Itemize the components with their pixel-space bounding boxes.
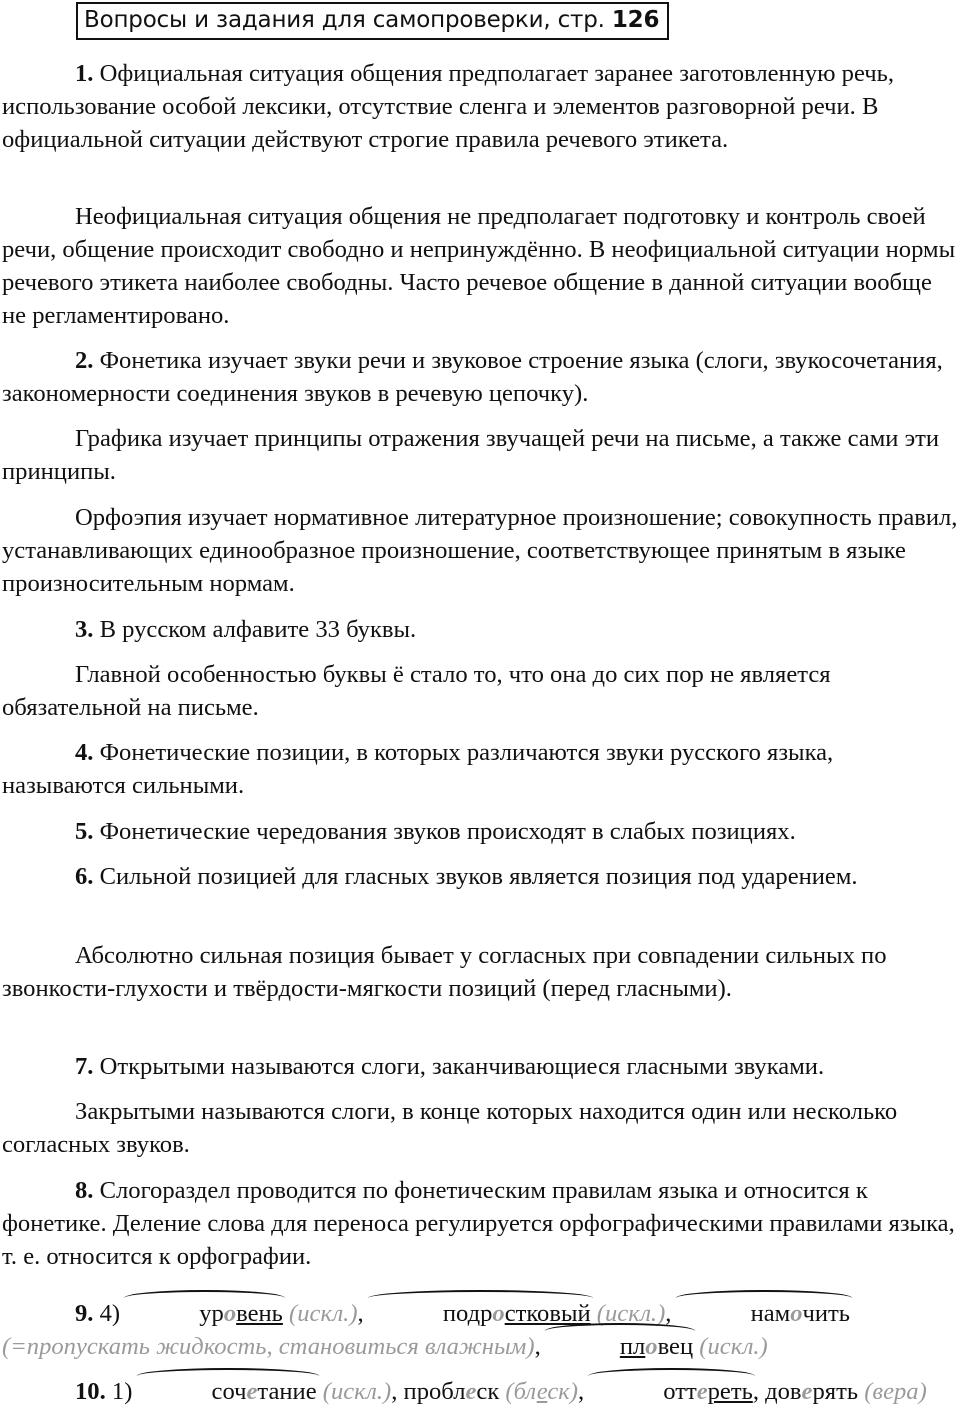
- word-otteret: [590, 1375, 753, 1408]
- word-part: нам: [750, 1300, 791, 1327]
- option-lead: 1): [105, 1378, 139, 1405]
- word-part: пл: [619, 1333, 646, 1360]
- question-number: 3.: [75, 616, 94, 643]
- question-number: 6.: [75, 863, 94, 890]
- word-uroven: [126, 1297, 283, 1330]
- word-part: пробл: [403, 1378, 466, 1405]
- paragraph-5: [2, 501, 960, 600]
- word-part: реть: [707, 1378, 753, 1405]
- paragraph-6: [2, 613, 960, 646]
- task-10: [2, 1375, 960, 1408]
- word-part: чить: [802, 1300, 851, 1327]
- note-part: (бл: [499, 1378, 537, 1405]
- question-number: 8.: [75, 1177, 94, 1204]
- question-number: 7.: [75, 1053, 94, 1080]
- note: (=пропускать жидкость, становиться влажным): [2, 1333, 535, 1360]
- word-part: тание: [257, 1378, 317, 1405]
- paragraph-text: Официальная ситуация общения предполагает заранее заготовленную речь, использование особой лексики, отсутствие сленга и элементов разговорной речи. В официальной ситуации действуют строгие правила речевого этикета.: [2, 60, 894, 153]
- vowel-mark: о: [790, 1300, 803, 1327]
- paragraph-text: Сильной позицией для гласных звуков является позиция под ударением.: [93, 863, 858, 890]
- note-part: (в: [858, 1378, 884, 1405]
- paragraph-text: Фонетические позиции, в которых различаются звуки русского языка, называются сильными.: [2, 739, 834, 799]
- question-number: 2.: [75, 347, 94, 374]
- question-number: 4.: [75, 739, 94, 766]
- vowel-mark: е: [246, 1378, 258, 1405]
- word-problesk: [404, 1378, 500, 1405]
- vowel-mark: е: [801, 1378, 813, 1405]
- note: (искл.): [316, 1378, 392, 1405]
- word-namochit: [678, 1297, 850, 1330]
- section-title: Вопросы и задания для самопроверки, стр.: [84, 7, 605, 33]
- question-number: 1.: [75, 60, 94, 87]
- question-number: 10.: [75, 1378, 106, 1405]
- paragraph-3: [2, 344, 960, 410]
- word-part: ск: [476, 1378, 500, 1405]
- paragraph-text: Закрытыми называются слоги, в конце которых находится один или несколько согласных звуков.: [2, 1098, 898, 1158]
- vowel-mark: о: [223, 1300, 237, 1327]
- paragraph-text: Орфоэпия изучает нормативное литературное произношение; совокупность правил, устанавливающих единообразное произношение, соответствующее принятым в языке произносительным нормам.: [2, 504, 958, 597]
- note: (искл.): [282, 1300, 358, 1327]
- word-part: рять: [812, 1378, 859, 1405]
- paragraph-13: [2, 1095, 960, 1161]
- paragraph-12: [2, 1050, 960, 1083]
- note-vowel: е: [883, 1378, 894, 1405]
- paragraph-text: В русском алфавите 33 буквы.: [93, 616, 417, 643]
- word-podrostkovyi: [370, 1297, 591, 1330]
- task-9: [2, 1297, 960, 1363]
- paragraph-text: Неофициальная ситуация общения не предполагает подготовку и контроль своей речи, общение происходит свободно и непринуждённо. В неофициальной ситуации нормы речевого этикета наиболее свободны. Часто речевое общение в данной ситуации вообще не регламентировано.: [2, 203, 956, 329]
- vowel-mark: е: [465, 1378, 477, 1405]
- word-part: вец: [657, 1333, 694, 1360]
- paragraph-text: Абсолютно сильная позиция бывает у согласных при совпадении сильных по звонкости-глухости и твёрдости-мягкости позиций (перед гласными).: [2, 942, 887, 1002]
- paragraph-text: Фонетика изучает звуки речи и звуковое строение языка (слоги, звукосочетания, закономерности соединения звуков в речевую цепочку).: [2, 347, 943, 407]
- paragraph-8: [2, 736, 960, 802]
- word-doveryat: [765, 1378, 858, 1405]
- word-part: ур: [199, 1300, 224, 1327]
- word-part: стковый: [504, 1300, 591, 1327]
- paragraph-text: Главной особенностью буквы ё стало то, что она до сих пор не является обязательной на письме.: [2, 661, 831, 721]
- note: [499, 1378, 578, 1405]
- separator: ,: [665, 1300, 678, 1327]
- vowel-mark: о: [645, 1333, 658, 1360]
- separator: ,: [357, 1300, 370, 1327]
- word-part: соч: [211, 1378, 247, 1405]
- paragraph-text: Фонетические чередования звуков происходят в слабых позициях.: [93, 818, 796, 845]
- separator: ,: [577, 1378, 591, 1405]
- paragraph-11: [2, 939, 960, 1005]
- note-part: ск): [547, 1378, 578, 1405]
- word-sochetanie: [139, 1375, 317, 1408]
- paragraph-10: [2, 860, 960, 893]
- paragraph-14: [2, 1174, 960, 1273]
- paragraph-7: [2, 658, 960, 724]
- vowel-mark: о: [492, 1300, 505, 1327]
- note: (искл.): [693, 1333, 768, 1360]
- paragraph-text: Открытыми называются слоги, заканчивающиеся гласными звуками.: [93, 1053, 825, 1080]
- separator: ,: [752, 1378, 766, 1405]
- option-lead: 4): [93, 1300, 127, 1327]
- note-vowel: е: [536, 1378, 548, 1405]
- paragraph-text: Слогораздел проводится по фонетическим правилам языка и относится к фонетике. Деление слова для переноса регулируется орфографическими правилами языка, т. е. относится к орфографии.: [2, 1177, 955, 1270]
- vowel-mark: е: [696, 1378, 708, 1405]
- section-header: [76, 2, 669, 40]
- word-part: отт: [663, 1378, 697, 1405]
- note-part: ра): [893, 1378, 927, 1405]
- paragraph-text: Графика изучает принципы отражения звучащей речи на письме, а также сами эти принципы.: [2, 425, 940, 485]
- word-part: подр: [442, 1300, 493, 1327]
- paragraph-9: [2, 815, 960, 848]
- word-plovec: [547, 1330, 693, 1363]
- paragraph-4: [2, 422, 960, 488]
- question-number: 5.: [75, 818, 94, 845]
- note: [858, 1378, 927, 1405]
- paragraph-1: [2, 57, 960, 156]
- note: (искл.): [590, 1300, 666, 1327]
- paragraph-2: [2, 200, 960, 332]
- question-number: 9.: [75, 1300, 94, 1327]
- separator: ,: [391, 1378, 404, 1405]
- word-part: вень: [236, 1300, 283, 1327]
- word-part: дов: [765, 1378, 802, 1405]
- page-number: 126: [611, 7, 660, 33]
- separator: ,: [534, 1333, 547, 1360]
